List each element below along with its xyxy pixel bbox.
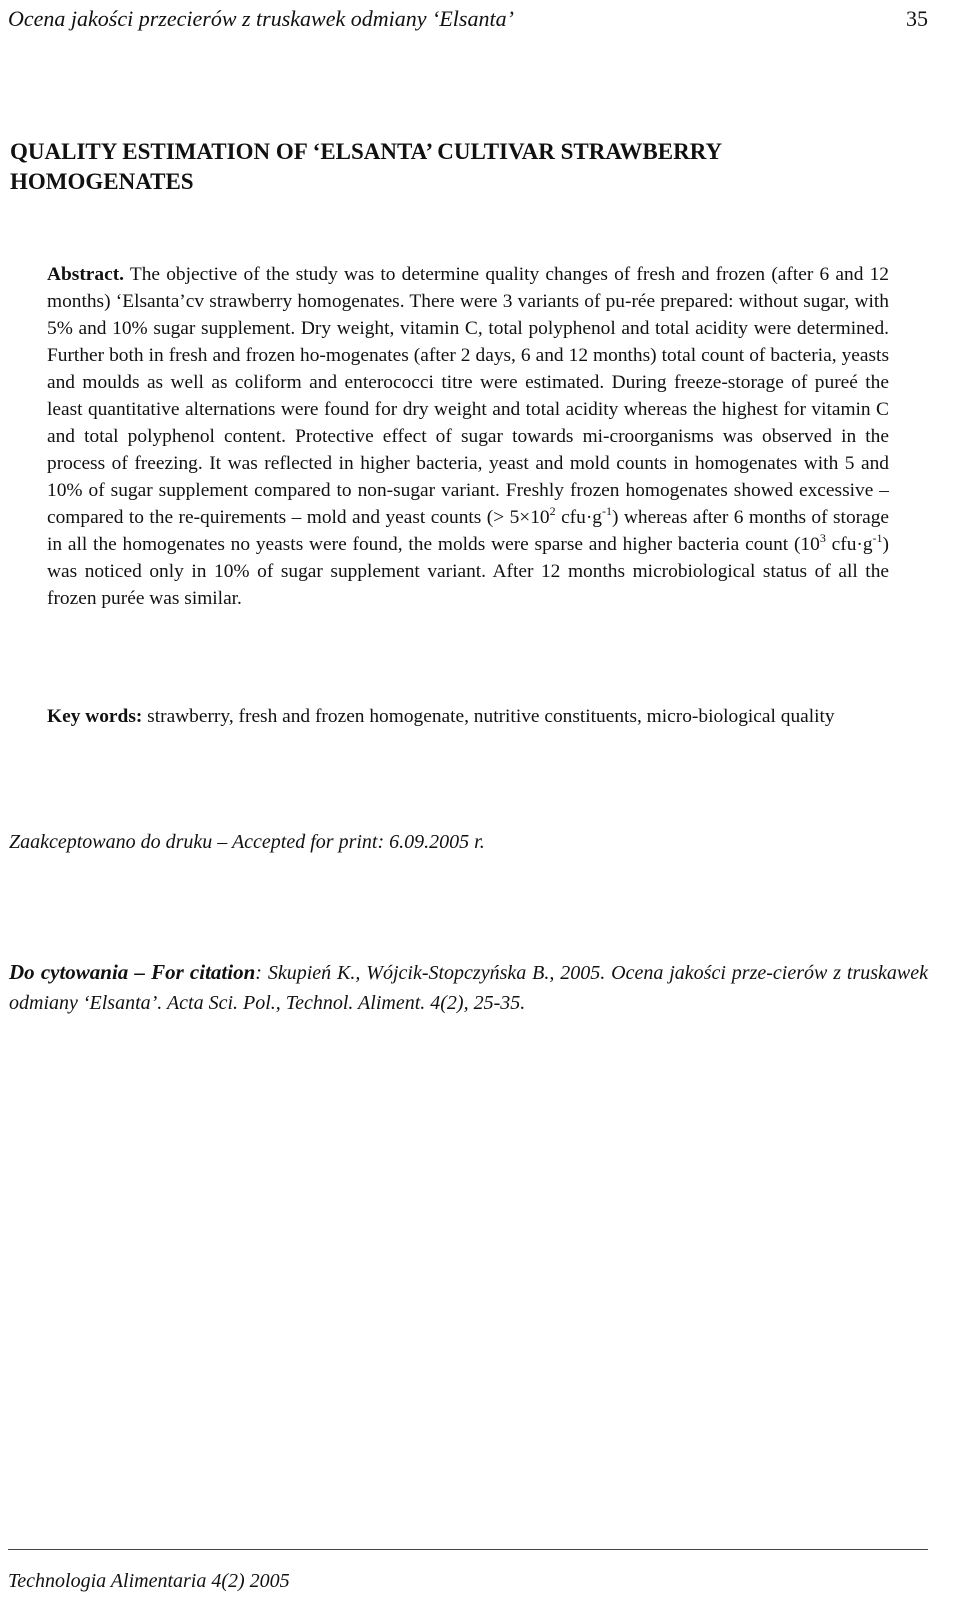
article-title	[10, 137, 910, 197]
abstract-sup-1: 2	[549, 504, 556, 518]
page-number: 35	[906, 6, 928, 31]
abstract-text-1: The objective of the study was to determine quality changes of fresh and frozen (after 6 and 12 months) ‘Elsanta’cv strawberry homogenates. There were 3 variants of pu-rée prepared: without sugar, with 5% and 10% sugar supplement. Dry weight, vitamin C, total polyphenol and total acidity were determined. Further both in fresh and frozen ho-mogenates (after 2 days, 6 and 12 months) total count of bacteria, yeasts and moulds as well as coliform and enterococci titre were estimated. During freeze-storage of pureé the least quantitative alternations were found for dry weight and total acidity whereas the highest for vitamin C and total polyphenol content. Protective effect of sugar towards mi-croorganisms was observed in the process of freezing. It was reflected in higher bacteria, yeast and mold counts in homogenates with 5 and 10% of sugar supplement compared to non-sugar variant. Freshly frozen homogenates showed excessive – compared to the re-quirements – mold and yeast counts (> 5×10	[47, 264, 889, 528]
keywords	[47, 703, 889, 730]
keywords-label: Key words:	[47, 706, 143, 727]
keywords-text: strawberry, fresh and frozen homogenate, nutritive constituents, micro-biological quality	[142, 706, 835, 727]
abstract	[47, 261, 889, 612]
citation-text: : Skupień K., Wójcik-Stopczyńska B., 2005. Ocena jakości prze-cierów z truskawek odmiany ‘Elsanta’. Acta Sci. Pol., Technol. Aliment. 4(2), 25-35.	[9, 962, 928, 1014]
footer-divider	[8, 1549, 928, 1550]
abstract-text-4: cfu·g	[825, 534, 873, 555]
abstract-label: Abstract.	[47, 264, 125, 285]
running-head-title: Ocena jakości przecierów z truskawek odmiany ‘Elsanta’	[8, 6, 514, 31]
footer-journal: Technologia Alimentaria 4(2) 2005	[8, 1570, 290, 1592]
abstract-text-3: ) whereas after 6 months of storage in all the homogenates no yeasts were found, the molds were sparse and higher bacteria count (10	[47, 507, 889, 555]
abstract-sup-4: -1	[872, 531, 883, 545]
article-title-line-1: QUALITY ESTIMATION OF ‘ELSANTA’ CULTIVAR STRAWBERRY	[10, 139, 723, 164]
citation-label: Do cytowania – For citation	[9, 960, 256, 984]
article-title-line-2: HOMOGENATES	[10, 169, 194, 194]
citation	[9, 957, 928, 1018]
abstract-sup-3: 3	[819, 531, 826, 545]
abstract-text-5: ) was noticed only in 10% of sugar supplement variant. After 12 months microbiological status of all the frozen purée was similar.	[47, 534, 890, 609]
abstract-sup-2: -1	[601, 504, 612, 518]
accepted-date: Zaakceptowano do druku – Accepted for print: 6.09.2005 r.	[9, 831, 485, 853]
abstract-text-2: cfu·g	[555, 507, 602, 528]
running-head	[8, 3, 928, 35]
